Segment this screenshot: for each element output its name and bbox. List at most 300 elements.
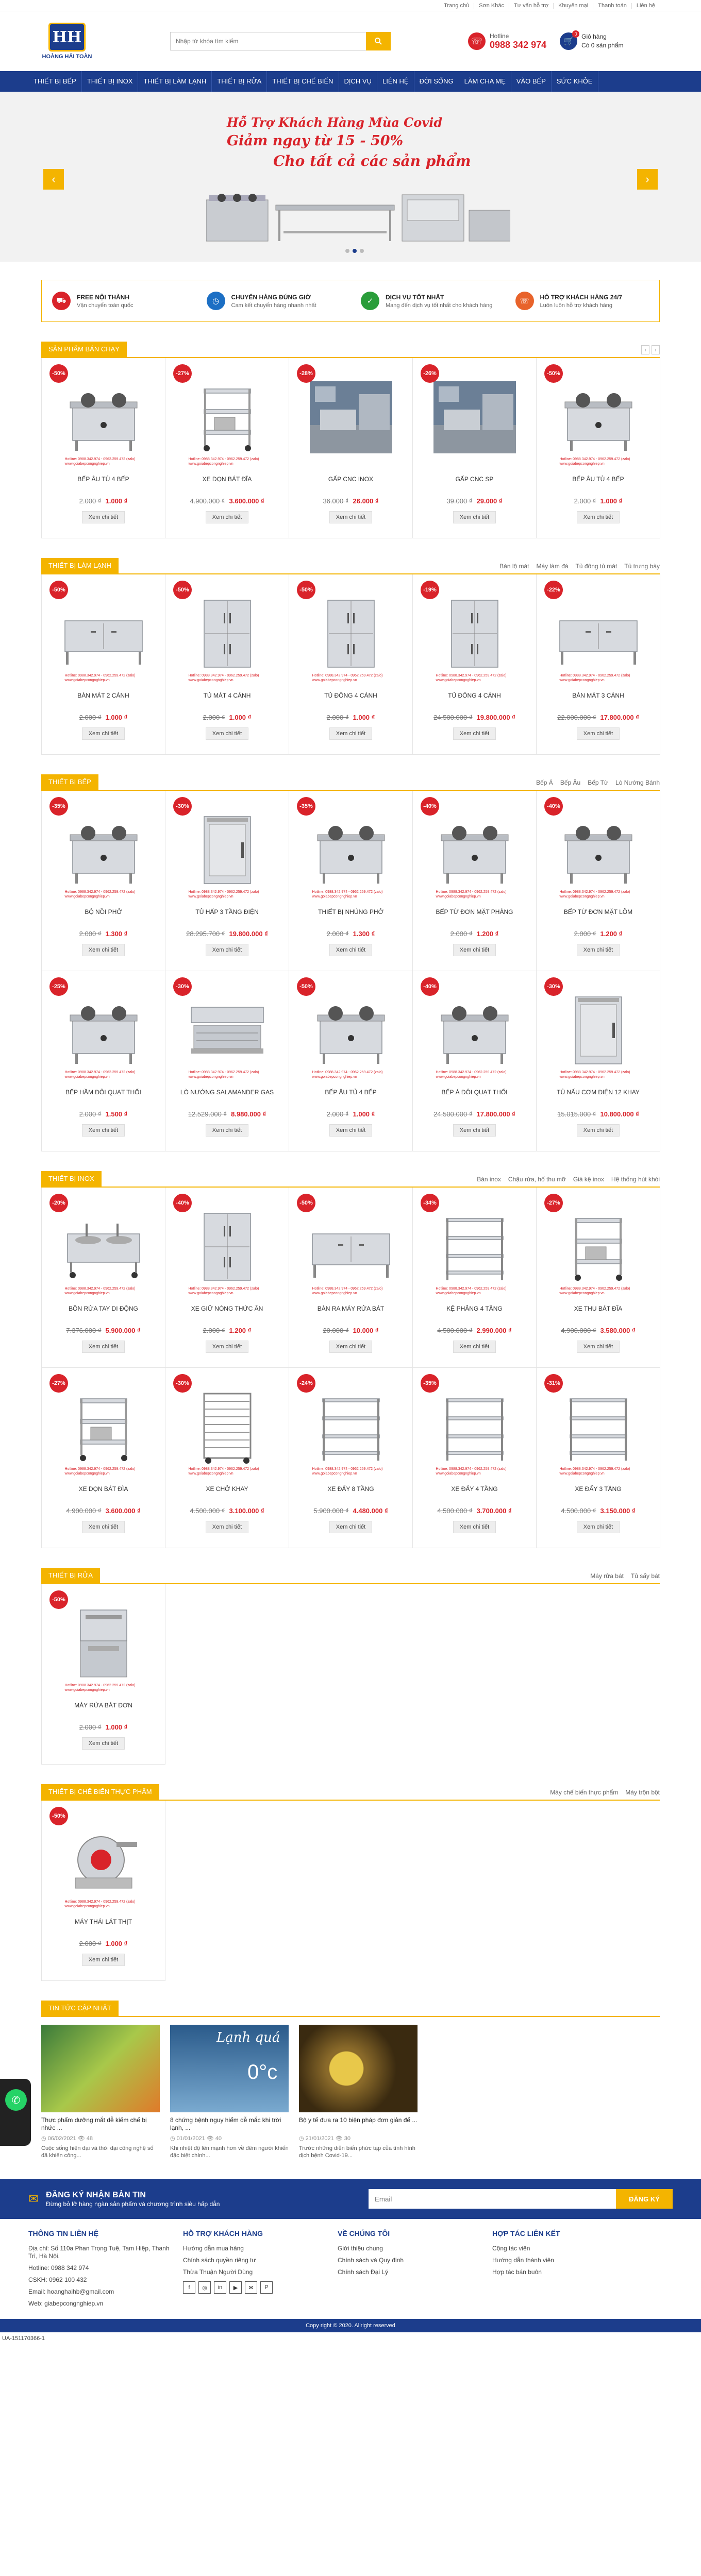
sale-price: 2.990.000 ₫ [476, 1327, 512, 1334]
product-card[interactable] [289, 358, 413, 538]
nav-item[interactable]: THIẾT BỊ INOX [82, 71, 139, 92]
product-card[interactable] [165, 1188, 289, 1368]
product-card[interactable] [413, 358, 537, 538]
product-section [41, 1785, 660, 1981]
product-image[interactable] [426, 981, 524, 1079]
product-name[interactable]: MÁY RỬA BÁT ĐƠN [74, 1702, 132, 1709]
product-name[interactable]: GẤP CNC INOX [328, 476, 374, 483]
product-name[interactable]: TỦ MÁT 4 CÁNH [203, 692, 251, 699]
product-card[interactable] [537, 574, 660, 755]
news-views: 40 [215, 2136, 222, 2142]
discount-badge: -27% [544, 1194, 563, 1212]
discount-badge: -24% [297, 1374, 315, 1393]
product-price [557, 1110, 639, 1118]
view-detail-button[interactable]: Xem chi tiết [453, 727, 496, 740]
section-tab[interactable]: Tủ trưng bày [624, 563, 660, 570]
product-card[interactable] [413, 971, 537, 1151]
discount-badge: -50% [49, 581, 68, 599]
view-detail-button[interactable]: Xem chi tiết [82, 1124, 125, 1137]
topbar-link[interactable]: Tư vấn hỗ trợ [509, 3, 553, 9]
product-grid [41, 1188, 660, 1548]
service-item [350, 292, 505, 310]
product-card[interactable] [42, 1368, 165, 1548]
facebook-icon[interactable]: f [183, 2281, 195, 2294]
product-name[interactable]: BẾP ÂU TỦ 4 BẾP [77, 476, 129, 483]
section-tab[interactable]: Bếp Âu [560, 779, 581, 786]
whatsapp-icon[interactable]: ✆ [5, 2089, 27, 2111]
nav-item[interactable]: SỨC KHỎE [552, 71, 598, 92]
nav-item[interactable]: ĐỜI SỐNG [414, 71, 459, 92]
product-name[interactable]: BẾP HẦM ĐÔI QUẠT THỔI [65, 1089, 141, 1096]
product-name[interactable]: XE ĐẨY 8 TẦNG [327, 1485, 374, 1493]
product-name[interactable]: KỆ PHẲNG 4 TẦNG [446, 1305, 503, 1312]
view-detail-button[interactable]: Xem chi tiết [82, 1954, 125, 1966]
discount-badge: -50% [49, 364, 68, 383]
section-tab[interactable]: Máy trộn bột [625, 1789, 660, 1796]
news-date: 21/01/2021 [305, 2136, 334, 2142]
product-card[interactable] [537, 971, 660, 1151]
sale-price: 1.200 ₫ [476, 930, 499, 938]
product-card[interactable] [165, 574, 289, 755]
old-price: 2.000 ₫ [79, 714, 102, 721]
product-image[interactable] [426, 801, 524, 899]
product-image[interactable] [426, 1198, 524, 1296]
product-card[interactable] [413, 574, 537, 755]
product-watermark: Hotline: 0988.342.974 - 0962.259.472 (zalo) www.goiabepcongnghiep.vn [436, 1071, 507, 1079]
product-image[interactable] [55, 368, 153, 466]
product-image[interactable] [178, 801, 276, 899]
sale-price: 1.000 ₫ [105, 497, 128, 505]
footer-partner-title: HỢP TÁC LIÊN KẾT [492, 2229, 560, 2238]
service-desc: Mang đến dịch vụ tốt nhất cho khách hàng [386, 302, 493, 309]
product-image[interactable] [302, 1198, 400, 1296]
product-watermark: Hotline: 0988.342.974 - 0962.259.472 (zalo) www.goiabepcongnghiep.vn [64, 1467, 136, 1476]
pinterest-icon[interactable]: P [260, 2281, 273, 2294]
product-name[interactable]: BẾP ÂU TỦ 4 BẾP [572, 476, 624, 483]
product-image[interactable] [302, 981, 400, 1079]
news-card[interactable] [41, 2025, 160, 2159]
nav-item[interactable]: LIÊN HỆ [377, 71, 414, 92]
section-title[interactable]: THIẾT BỊ CHẾ BIẾN THỰC PHẨM [41, 1784, 159, 1800]
product-card[interactable] [165, 358, 289, 538]
product-image[interactable] [549, 981, 647, 1079]
view-detail-button[interactable]: Xem chi tiết [577, 1124, 620, 1137]
eye-icon: 👁 [205, 2136, 215, 2142]
nav-item[interactable]: VÀO BẾP [511, 71, 552, 92]
product-watermark: Hotline: 0988.342.974 - 0962.259.472 (zalo) www.goiabepcongnghiep.vn [64, 890, 136, 899]
discount-badge: -35% [49, 797, 68, 816]
news-image-temp: 0°c [247, 2061, 278, 2083]
news-excerpt: Trước những diễn biến phức tạp của tình hình dịch bệnh Covid-19... [299, 2145, 415, 2159]
product-price [79, 497, 128, 505]
product-image[interactable] [178, 368, 276, 466]
product-name[interactable]: XE ĐẨY 3 TẦNG [575, 1485, 622, 1493]
view-detail-button[interactable]: Xem chi tiết [577, 511, 620, 523]
old-price: 2.000 ₫ [203, 1327, 225, 1334]
section-tab[interactable]: Bàn lộ mát [499, 563, 529, 570]
product-name[interactable]: XE CHỞ KHAY [206, 1485, 248, 1493]
hotline[interactable] [468, 32, 546, 50]
clock-icon: ◷ [170, 2136, 177, 2142]
product-image[interactable] [55, 1378, 153, 1476]
news-title[interactable]: Thực phẩm dưỡng mắt dễ kiếm chế bị nhức ... [41, 2116, 147, 2131]
product-card[interactable] [289, 791, 413, 971]
view-detail-button[interactable]: Xem chi tiết [577, 944, 620, 956]
news-card[interactable] [170, 2025, 289, 2159]
product-watermark: Hotline: 0988.342.974 - 0962.259.472 (zalo) www.goiabepcongnghiep.vn [436, 1287, 507, 1295]
product-image[interactable] [549, 1378, 647, 1476]
banner-next-button[interactable]: › [637, 169, 658, 190]
view-detail-button[interactable]: Xem chi tiết [329, 1341, 372, 1353]
service-title: FREE NỘI THÀNH [77, 293, 129, 301]
view-detail-button[interactable]: Xem chi tiết [82, 1341, 125, 1353]
product-image[interactable] [302, 801, 400, 899]
view-detail-button[interactable]: Xem chi tiết [329, 511, 372, 523]
product-watermark: Hotline: 0988.342.974 - 0962.259.472 (zalo) www.goiabepcongnghiep.vn [188, 457, 259, 466]
product-image[interactable] [55, 1595, 153, 1692]
newsletter-email-input[interactable] [369, 2189, 616, 2209]
product-watermark: Hotline: 0988.342.974 - 0962.259.472 (zalo) www.goiabepcongnghiep.vn [312, 674, 383, 682]
nav-item[interactable]: THIẾT BỊ BẾP [28, 71, 82, 92]
old-price: 15.015.000 ₫ [557, 1110, 596, 1118]
old-price: 24.500.000 ₫ [433, 1110, 473, 1118]
product-card[interactable] [165, 971, 289, 1151]
old-price: 20.000 ₫ [323, 1327, 349, 1334]
view-detail-button[interactable]: Xem chi tiết [82, 511, 125, 523]
product-name[interactable]: LÒ NƯỚNG SALAMANDER GAS [180, 1089, 274, 1096]
footer-link[interactable]: Chính sách Đại Lý [338, 2268, 389, 2276]
footer-link[interactable]: Giới thiệu chung [338, 2245, 383, 2252]
nav-item[interactable]: LÀM CHA MẸ [459, 71, 511, 92]
sale-price: 1.000 ₫ [600, 497, 623, 505]
product-watermark: Hotline: 0988.342.974 - 0962.259.472 (zalo) www.goiabepcongnghiep.vn [188, 1287, 259, 1295]
topbar-link[interactable]: Khuyến mại [553, 3, 593, 9]
section-header [41, 1172, 660, 1188]
product-name[interactable]: BẾP ÂU TỦ 4 BẾP [325, 1089, 377, 1096]
nav-item[interactable]: DỊCH VỤ [339, 71, 377, 92]
discount-badge: -50% [297, 977, 315, 996]
view-detail-button[interactable]: Xem chi tiết [206, 1521, 248, 1533]
service-title: CHUYỂN HÀNG ĐÚNG GIỜ [231, 293, 311, 301]
product-name[interactable]: TỦ NẤU CƠM ĐIỆN 12 KHAY [557, 1089, 640, 1096]
product-name[interactable]: TỦ ĐÔNG 4 CÁNH [448, 692, 501, 699]
news-image[interactable] [170, 2025, 289, 2112]
nav-item[interactable]: THIẾT BỊ LÀM LẠNH [138, 71, 212, 92]
view-detail-button[interactable]: Xem chi tiết [453, 1521, 496, 1533]
youtube-icon[interactable]: ▶ [229, 2281, 242, 2294]
news-image[interactable] [41, 2025, 160, 2112]
logo[interactable] [41, 18, 93, 64]
old-price: 4.500.000 ₫ [561, 1507, 596, 1515]
clock-icon: ◷ [299, 2136, 306, 2142]
product-image[interactable] [302, 1378, 400, 1476]
product-image[interactable] [178, 1378, 276, 1476]
topbar-link[interactable]: Thanh toán [593, 3, 631, 9]
product-card[interactable] [537, 791, 660, 971]
sale-price: 26.000 ₫ [353, 497, 379, 505]
product-image[interactable] [549, 801, 647, 899]
product-name[interactable]: BỘ NỒI PHỞ [85, 908, 122, 916]
view-detail-button[interactable]: Xem chi tiết [329, 944, 372, 956]
sale-price: 1.300 ₫ [353, 930, 375, 938]
product-watermark: Hotline: 0988.342.974 - 0962.259.472 (zalo) www.goiabepcongnghiep.vn [64, 1684, 136, 1692]
search-button[interactable] [366, 32, 391, 50]
section-tab[interactable]: Tủ sấy bát [630, 1572, 660, 1580]
product-card[interactable] [413, 1368, 537, 1548]
footer-link[interactable]: Chính sách quyền riêng tư [183, 2257, 256, 2264]
banner-dot[interactable] [345, 249, 349, 253]
banner-equipment-image [206, 184, 510, 246]
service-desc: Cam kết chuyển hàng nhanh nhất [231, 302, 316, 309]
sale-price: 1.000 ₫ [229, 714, 252, 721]
product-watermark: Hotline: 0988.342.974 - 0962.259.472 (zalo) www.goiabepcongnghiep.vn [436, 1467, 507, 1476]
logo-mark: HH [48, 23, 86, 52]
product-card[interactable] [289, 971, 413, 1151]
eye-icon: 👁 [333, 2136, 344, 2142]
product-card[interactable] [165, 1368, 289, 1548]
banner-dot-active[interactable] [353, 249, 357, 253]
product-card[interactable] [165, 791, 289, 971]
product-image[interactable] [55, 801, 153, 899]
cart-count-text: Có 0 sản phẩm [581, 42, 624, 49]
product-name[interactable]: BẾP TỪ ĐƠN MẶT LÕM [563, 908, 633, 916]
product-image[interactable] [426, 585, 524, 683]
section-title[interactable]: THIẾT BỊ LÀM LẠNH [41, 558, 119, 573]
product-card[interactable] [42, 1801, 165, 1981]
view-detail-button[interactable]: Xem chi tiết [82, 944, 125, 956]
section-tabs [492, 559, 660, 573]
product-price [327, 714, 375, 721]
section-tab[interactable]: Lò Nướng Bánh [615, 779, 660, 786]
product-name[interactable]: XE DỌN BÁT ĐĨA [202, 476, 252, 483]
section-tab[interactable]: Máy chế biến thực phẩm [550, 1789, 619, 1796]
linkedin-icon[interactable]: in [214, 2281, 226, 2294]
discount-badge: -50% [297, 581, 315, 599]
section-tab[interactable]: Giá kệ inox [573, 1176, 604, 1183]
footer-link[interactable]: Cộng tác viên [492, 2245, 530, 2252]
section-header [41, 343, 660, 358]
product-card[interactable] [42, 1188, 165, 1368]
footer-link[interactable]: Chính sách và Quy định [338, 2257, 404, 2264]
product-card[interactable] [537, 1368, 660, 1548]
footer-link[interactable]: Hướng dẫn thành viên [492, 2257, 554, 2264]
section-tab[interactable]: Máy rửa bát [590, 1572, 624, 1580]
banner-prev-button[interactable]: ‹ [43, 169, 64, 190]
section-tabs [543, 1785, 660, 1800]
topbar-link[interactable]: Liên hệ [631, 3, 660, 9]
product-image[interactable] [55, 1811, 153, 1909]
view-detail-button[interactable]: Xem chi tiết [82, 1737, 125, 1750]
view-detail-button[interactable]: Xem chi tiết [329, 1124, 372, 1137]
old-price: 2.000 ₫ [574, 497, 596, 505]
view-detail-button[interactable]: Xem chi tiết [577, 1521, 620, 1533]
product-card[interactable] [289, 1188, 413, 1368]
product-image[interactable] [178, 1198, 276, 1296]
view-detail-button[interactable]: Xem chi tiết [206, 727, 248, 740]
product-price [190, 1507, 264, 1515]
discount-badge: -40% [421, 797, 439, 816]
product-price [79, 1940, 128, 1947]
clock-icon: ◷ [207, 292, 225, 310]
sale-price: 1.300 ₫ [105, 930, 128, 938]
section-tab[interactable]: Chậu rửa, hố thu mỡ [508, 1176, 566, 1183]
section-header [41, 1569, 660, 1584]
product-name[interactable]: MÁY THÁI LÁT THỊT [74, 1918, 132, 1925]
section-tab[interactable]: Bếp Á [536, 779, 553, 786]
discount-badge: -50% [173, 581, 192, 599]
banner-dot[interactable] [360, 249, 364, 253]
nav-item[interactable]: THIẾT BỊ RỬA [212, 71, 267, 92]
product-card[interactable] [537, 358, 660, 538]
product-name[interactable]: TỦ HẤP 3 TẦNG ĐIỆN [195, 908, 259, 916]
product-card[interactable] [413, 1188, 537, 1368]
footer-link[interactable]: Thừa Thuận Người Dùng [183, 2268, 253, 2276]
footer-link[interactable]: Hợp tác bán buôn [492, 2268, 542, 2276]
product-card[interactable] [289, 1368, 413, 1548]
product-image[interactable] [55, 981, 153, 1079]
sale-price: 4.480.000 ₫ [353, 1507, 388, 1515]
footer-contact-line: CSKH: 0962 100 432 [28, 2276, 87, 2283]
sale-price: 3.100.000 ₫ [229, 1507, 264, 1515]
product-image[interactable] [302, 585, 400, 683]
product-name[interactable]: GẤP CNC SP [455, 476, 494, 483]
news-card[interactable] [299, 2025, 418, 2159]
section-tab[interactable]: Máy làm đá [536, 563, 569, 570]
chevron-right-icon[interactable]: › [652, 345, 660, 354]
product-image[interactable] [55, 1198, 153, 1296]
product-image[interactable] [55, 585, 153, 683]
section-title[interactable]: THIẾT BỊ BẾP [41, 774, 98, 790]
product-card[interactable] [42, 791, 165, 971]
instagram-icon[interactable]: ◎ [198, 2281, 211, 2294]
view-detail-button[interactable]: Xem chi tiết [329, 1521, 372, 1533]
news-title[interactable]: Bộ y tế đưa ra 10 biện pháp đơn giản để ... [299, 2116, 418, 2124]
old-price: 2.000 ₫ [326, 930, 349, 938]
product-name[interactable]: THIẾT BỊ NHÚNG PHỞ [318, 908, 383, 916]
view-detail-button[interactable]: Xem chi tiết [453, 511, 496, 523]
footer-contact-line: Địa chỉ: Số 110a Phan Trọng Tuệ, Tam Hiệp, Thanh Trì, Hà Nội. [28, 2245, 170, 2260]
section-title[interactable]: THIẾT BỊ RỬA [41, 1568, 100, 1583]
product-card[interactable] [413, 791, 537, 971]
view-detail-button[interactable]: Xem chi tiết [82, 727, 125, 740]
product-name[interactable]: BẾP TỪ ĐƠN MẶT PHẲNG [436, 908, 513, 916]
sale-price: 1.500 ₫ [105, 1110, 128, 1118]
view-detail-button[interactable]: Xem chi tiết [329, 727, 372, 740]
search-input[interactable] [170, 32, 366, 50]
news-excerpt: Khi nhiệt độ lên mạnh hơn về đêm người khiến đặc biệt chính... [170, 2145, 289, 2159]
service-desc: Vận chuyển toàn quốc [77, 302, 133, 309]
discount-badge: -30% [173, 797, 192, 816]
product-price [437, 1507, 511, 1515]
sale-price: 1.000 ₫ [105, 1940, 128, 1947]
view-detail-button[interactable]: Xem chi tiết [206, 944, 248, 956]
section-tab[interactable]: Bàn inox [477, 1176, 501, 1183]
section-tab[interactable]: Bếp Từ [588, 779, 609, 786]
product-name[interactable]: BẾP Á ĐÔI QUẠT THỔI [441, 1089, 508, 1096]
product-name[interactable]: BÀN MÁT 2 CÁNH [77, 692, 129, 699]
discount-badge: -35% [421, 1374, 439, 1393]
product-price [446, 497, 502, 505]
news-views: 30 [344, 2136, 351, 2142]
section-header [41, 559, 660, 574]
view-detail-button[interactable]: Xem chi tiết [206, 1124, 248, 1137]
section-title[interactable]: THIẾT BỊ INOX [41, 1171, 102, 1187]
view-detail-button[interactable]: Xem chi tiết [453, 1341, 496, 1353]
discount-badge: -19% [421, 581, 439, 599]
topbar-link[interactable]: Sơn Khác [474, 3, 509, 9]
product-image[interactable] [178, 585, 276, 683]
view-detail-button[interactable]: Xem chi tiết [206, 1341, 248, 1353]
product-watermark: Hotline: 0988.342.974 - 0962.259.472 (zalo) www.goiabepcongnghiep.vn [312, 890, 383, 899]
product-image[interactable] [549, 1198, 647, 1296]
product-name[interactable]: BÀN RA MÁY RỬA BÁT [317, 1305, 385, 1312]
sale-price: 19.800.000 ₫ [476, 714, 515, 721]
product-image[interactable] [549, 368, 647, 466]
discount-badge: -26% [421, 364, 439, 383]
news-image[interactable] [299, 2025, 418, 2112]
product-name[interactable]: XE THU BÁT ĐĨA [574, 1305, 623, 1312]
product-name[interactable]: BÀN MÁT 3 CÁNH [572, 692, 624, 699]
old-price: 2.000 ₫ [79, 1940, 102, 1947]
product-name[interactable]: XE GIỮ NÓNG THỨC ĂN [191, 1305, 263, 1312]
footer-link[interactable]: Hướng dẫn mua hàng [183, 2245, 244, 2252]
mail-icon[interactable]: ✉ [245, 2281, 257, 2294]
section-tab[interactable]: Hệ thống hút khói [611, 1176, 660, 1183]
view-detail-button[interactable]: Xem chi tiết [206, 511, 248, 523]
topbar-link[interactable]: Trang chủ [444, 2, 470, 9]
chevron-left-icon[interactable]: ‹ [641, 345, 649, 354]
newsletter-submit-button[interactable]: ĐĂNG KÝ [616, 2189, 673, 2209]
product-card[interactable] [42, 574, 165, 755]
view-detail-button[interactable]: Xem chi tiết [577, 727, 620, 740]
view-detail-button[interactable]: Xem chi tiết [82, 1521, 125, 1533]
section-title[interactable]: SẢN PHẨM BÁN CHẠY [41, 342, 127, 357]
section-tabs [529, 775, 660, 790]
nav-item[interactable]: THIẾT BỊ CHẾ BIẾN [267, 71, 339, 92]
section-tab[interactable]: Tủ đông tủ mát [575, 563, 617, 570]
sale-price: 1.200 ₫ [229, 1327, 252, 1334]
product-card[interactable] [42, 358, 165, 538]
view-detail-button[interactable]: Xem chi tiết [453, 944, 496, 956]
hero-banner[interactable] [0, 92, 701, 262]
product-image[interactable] [426, 1378, 524, 1476]
product-name[interactable]: XE ĐẨY 4 TẦNG [451, 1485, 498, 1493]
product-image[interactable] [302, 368, 400, 466]
cart[interactable] [560, 32, 623, 50]
cart-icon: 🛒 0 [560, 32, 577, 50]
product-card[interactable] [42, 971, 165, 1151]
product-card[interactable] [289, 574, 413, 755]
sale-price: 1.000 ₫ [105, 714, 128, 721]
product-image[interactable] [549, 585, 647, 683]
product-name[interactable]: XE DỌN BÁT ĐĨA [78, 1485, 128, 1493]
product-grid [41, 1584, 660, 1765]
view-detail-button[interactable]: Xem chi tiết [453, 1124, 496, 1137]
product-image[interactable] [426, 368, 524, 466]
product-watermark: Hotline: 0988.342.974 - 0962.259.472 (zalo) www.goiabepcongnghiep.vn [188, 890, 259, 899]
product-price [203, 714, 252, 721]
service-title: HỖ TRỢ KHÁCH HÀNG 24/7 [540, 293, 623, 301]
product-watermark: Hotline: 0988.342.974 - 0962.259.472 (zalo) www.goiabepcongnghiep.vn [436, 674, 507, 682]
product-image[interactable] [178, 981, 276, 1079]
view-detail-button[interactable]: Xem chi tiết [577, 1341, 620, 1353]
discount-badge: -20% [49, 1194, 68, 1212]
product-name[interactable]: BỒN RỬA TAY DI ĐỘNG [69, 1305, 138, 1312]
product-card[interactable] [42, 1584, 165, 1765]
news-title[interactable]: 8 chứng bệnh nguy hiểm dễ mắc khi trời lạnh, ... [170, 2116, 281, 2131]
product-card[interactable] [537, 1188, 660, 1368]
product-name[interactable]: TỦ ĐÔNG 4 CÁNH [324, 692, 377, 699]
